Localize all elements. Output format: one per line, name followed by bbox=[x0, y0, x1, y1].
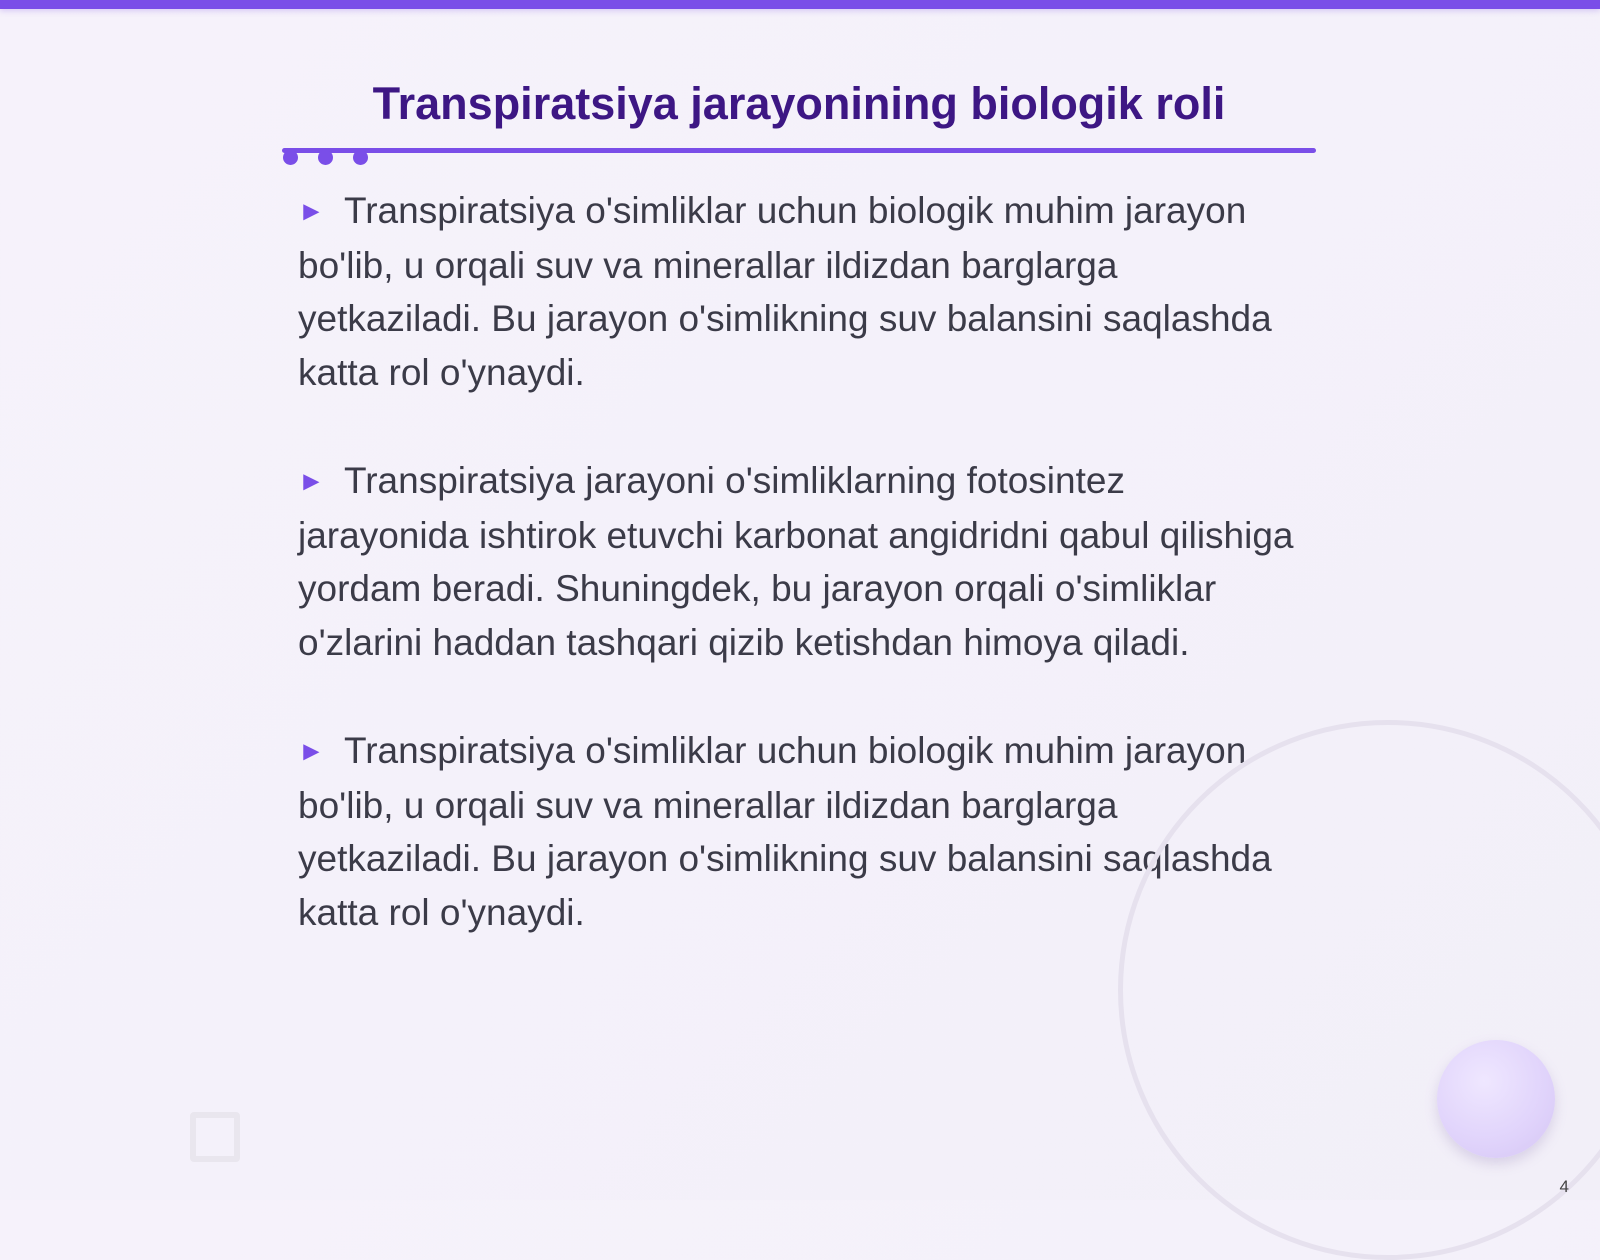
title-dot-3 bbox=[353, 150, 368, 165]
bullet-text: Transpiratsiya o'simliklar uchun biologik muhim jarayon bo'lib, u orqali suv va minerallar ildizdan barglarga yetkaziladi. Bu jarayon o'simlikning suv balansini saqlashda katta rol o'ynaydi. bbox=[298, 190, 1272, 393]
title-underline bbox=[282, 148, 1316, 153]
title-dot-2 bbox=[318, 150, 333, 165]
bullet-item-1 bbox=[298, 184, 1298, 399]
bullet-arrow-icon: ► bbox=[298, 466, 325, 496]
slide-title: Transpiratsiya jarayonining biologik roli bbox=[372, 78, 1226, 129]
bullet-arrow-icon: ► bbox=[298, 196, 325, 226]
bullet-text: Transpiratsiya jarayoni o'simliklarning fotosintez jarayonida ishtirok etuvchi karbonat angidridni qabul qilishiga yordam beradi. Shuningdek, bu jarayon orqali o'simliklar o'zlarini haddan tashqari qizib ketishdan himoya qiladi. bbox=[298, 460, 1294, 663]
bullet-arrow-icon: ► bbox=[298, 736, 325, 766]
bullet-item-2 bbox=[298, 454, 1298, 669]
decorative-circle bbox=[1437, 1040, 1555, 1158]
title-dot-1 bbox=[283, 150, 298, 165]
top-accent-bar bbox=[0, 0, 1600, 9]
decorative-square bbox=[190, 1112, 240, 1162]
bullet-text: Transpiratsiya o'simliklar uchun biologik muhim jarayon bo'lib, u orqali suv va minerallar ildizdan barglarga yetkaziladi. Bu jarayon o'simlikning suv balansini saqlashda katta rol o'ynaydi. bbox=[298, 730, 1272, 933]
page-number: 4 bbox=[1559, 1177, 1569, 1196]
